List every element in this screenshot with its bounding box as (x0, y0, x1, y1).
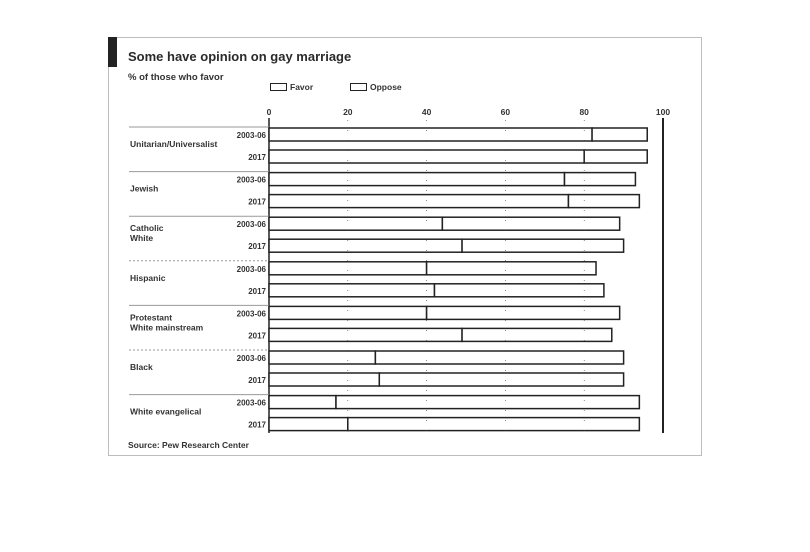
bar-favor-0-0 (269, 128, 592, 141)
year-label-0-1: 2017 (248, 153, 266, 162)
year-label-4-1: 2017 (248, 331, 266, 341)
group-label-6-line-0: White evangelical (130, 406, 202, 417)
bar-favor-1-1 (269, 195, 568, 208)
chart-title: Some have opinion on gay marriage (128, 49, 352, 64)
x-tick-label-80: 80 (579, 107, 589, 117)
group-label-4-line-0: Protestant (130, 312, 173, 323)
legend-label-oppose: Oppose (370, 82, 402, 92)
year-label-6-1: 2017 (248, 420, 266, 430)
bar-favor-6-0 (269, 396, 336, 409)
bar-oppose-5-0 (375, 351, 623, 364)
x-tick-label-20: 20 (343, 107, 353, 117)
group-label-4-line-1: White mainstream (130, 322, 204, 333)
bar-oppose-0-1 (584, 150, 647, 163)
legend-label-favor: Favor (290, 82, 314, 92)
x-tick-label-60: 60 (500, 107, 511, 117)
group-label-1-line-0: Jewish (130, 183, 159, 194)
bar-favor-3-1 (269, 284, 434, 297)
bar-favor-0-1 (269, 150, 584, 163)
year-label-5-0: 2003-06 (236, 354, 266, 363)
year-label-3-0: 2003-06 (236, 264, 266, 274)
bar-favor-1-0 (269, 173, 565, 186)
year-label-1-1: 2017 (248, 197, 266, 207)
chart-subtitle: % of those who favor (128, 72, 224, 83)
x-tick-label-0: 0 (266, 107, 272, 117)
bar-favor-5-1 (269, 373, 379, 386)
group-label-5-line-0: Black (130, 362, 153, 372)
bar-oppose-2-0 (442, 217, 619, 230)
bar-favor-2-1 (269, 239, 462, 252)
bar-oppose-6-0 (336, 396, 639, 409)
x-tick-label-100: 100 (655, 107, 671, 117)
chart-source: Source: Pew Research Center (128, 440, 249, 450)
year-label-4-0: 2003-06 (236, 309, 266, 319)
group-label-0-line-0: Unitarian/Universalist (130, 139, 218, 149)
year-label-5-1: 2017 (248, 376, 266, 385)
group-label-2-line-1: White (130, 233, 154, 244)
bar-favor-6-1 (269, 418, 348, 431)
bar-oppose-4-1 (462, 328, 612, 341)
bar-favor-5-0 (269, 351, 375, 364)
year-label-0-0: 2003-06 (236, 131, 266, 140)
group-label-2-line-0: Catholic (130, 223, 164, 234)
x-tick-label-40: 40 (421, 107, 432, 117)
bar-oppose-5-1 (379, 373, 623, 386)
bar-oppose-1-1 (568, 195, 639, 208)
bar-favor-4-1 (269, 328, 462, 341)
year-label-3-1: 2017 (248, 286, 266, 296)
year-label-1-0: 2003-06 (236, 175, 266, 185)
bar-favor-2-0 (269, 217, 442, 230)
year-label-2-1: 2017 (248, 242, 266, 252)
bar-oppose-3-1 (434, 284, 603, 297)
bar-oppose-6-1 (348, 418, 640, 431)
bar-favor-4-0 (269, 306, 427, 319)
bar-oppose-3-0 (427, 262, 596, 275)
bar-oppose-0-0 (592, 128, 647, 141)
group-label-3-line-0: Hispanic (130, 272, 166, 283)
year-label-2-0: 2003-06 (236, 220, 266, 230)
bar-oppose-1-0 (565, 173, 636, 186)
bar-oppose-2-1 (462, 239, 624, 252)
year-label-6-0: 2003-06 (236, 398, 266, 408)
bar-oppose-4-0 (427, 306, 620, 319)
bar-favor-3-0 (269, 262, 427, 275)
